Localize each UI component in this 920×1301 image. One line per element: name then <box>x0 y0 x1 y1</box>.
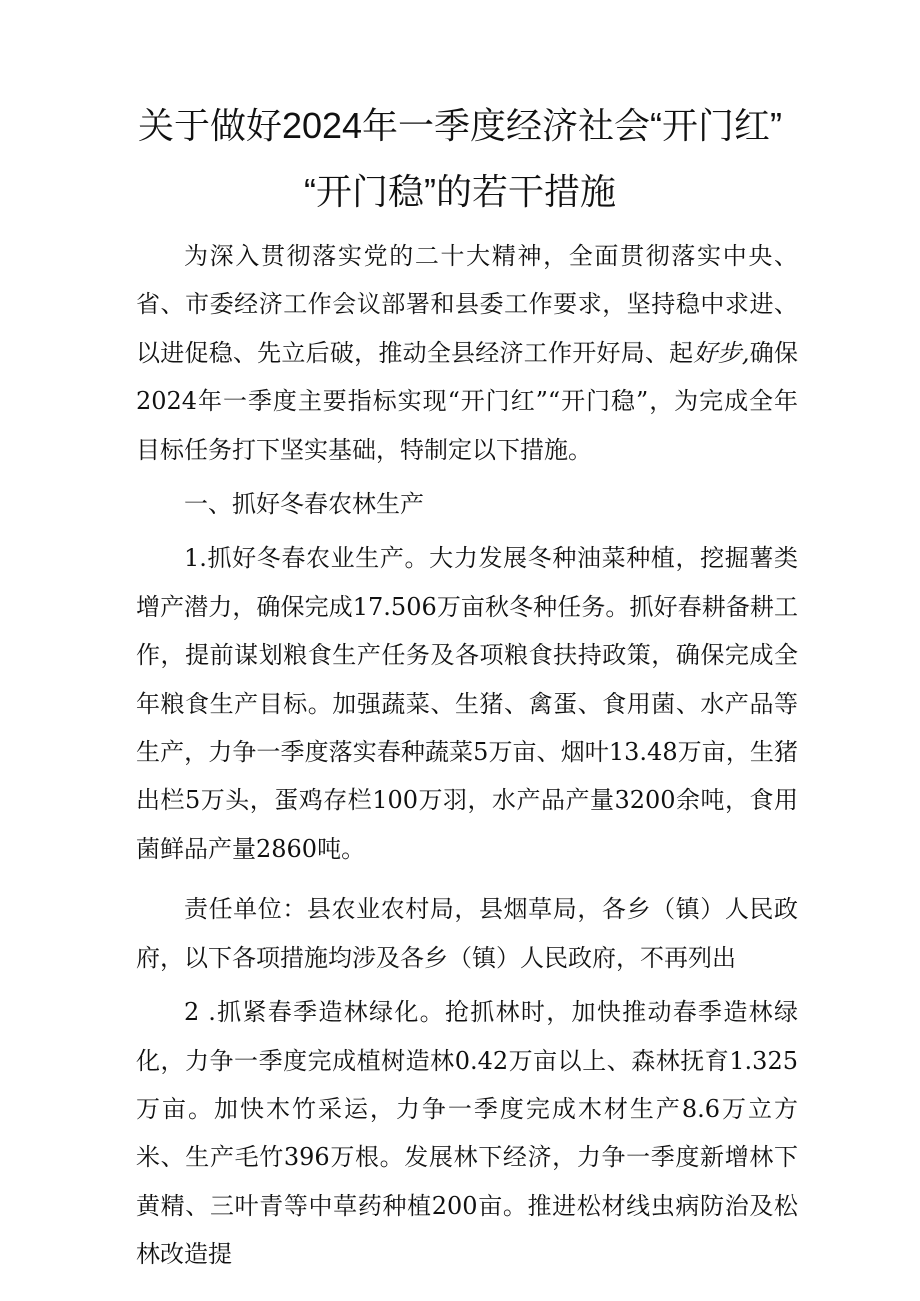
document-title-line-1: 关于做好2024年一季度经济社会“开门红” <box>137 105 783 146</box>
item-1-paragraph: 1.抓好冬春农业生产。大力发展冬种油菜种植，挖掘薯类增产潜力，确保完成17.506万亩秋冬种任务。抓好春耕备耕工作，提前谋划粮食生产任务及各项粮食扶持政策，确保完成全年粮食生产目标。加强蔬菜、生猪、禽蛋、食用菌、水产品等生产，力争一季度落实春种蔬菜5万亩、烟叶13.48万亩，生猪出栏5万头，蛋鸡存栏100万羽，水产品产量3200余吨，食用菌鲜品产量2860吨。 <box>136 544 798 863</box>
item-2-paragraph: 2 .抓紧春季造林绿化。抢抓林时，加快推动春季造林绿化，力争一季度完成植树造林0.42万亩以上、森林抚育1.325万亩。加快木竹采运，力争一季度完成木材生产8.6万立方米、生产毛竹396万根。发展林下经济，力争一季度新增林下黄精、三叶青等中草药种植200亩。推进松材线虫病防治及松林改造提 <box>136 998 798 1269</box>
document-body <box>136 232 798 1279</box>
intro-paragraph <box>136 232 798 474</box>
item-1-responsible-units: 责任单位：县农业农村局，县烟草局，各乡（镇）人民政府，以下各项措施均涉及各乡（镇）人民政府，不再列出 <box>136 895 798 972</box>
intro-text-part-1: 为深入贯彻落实党的二十大精神，全面贯彻落实中央、省、市委经济工作会议部署和县委工作要求，坚持稳中求进、以进促稳、先立后破，推动全县经济工作开好局、起 <box>136 242 798 367</box>
intro-text-italic: 好步, <box>693 338 750 367</box>
intro-text-part-2: 确保2024年一季度主要指标实现“开门红”“开门稳”，为完成全年目标任务打下坚实基础，特制定以下措施。 <box>136 338 799 464</box>
document-title-line-2: “开门稳”的若干措施 <box>304 171 616 212</box>
section-1-heading: 一、抓好冬春农林生产 <box>184 490 424 519</box>
